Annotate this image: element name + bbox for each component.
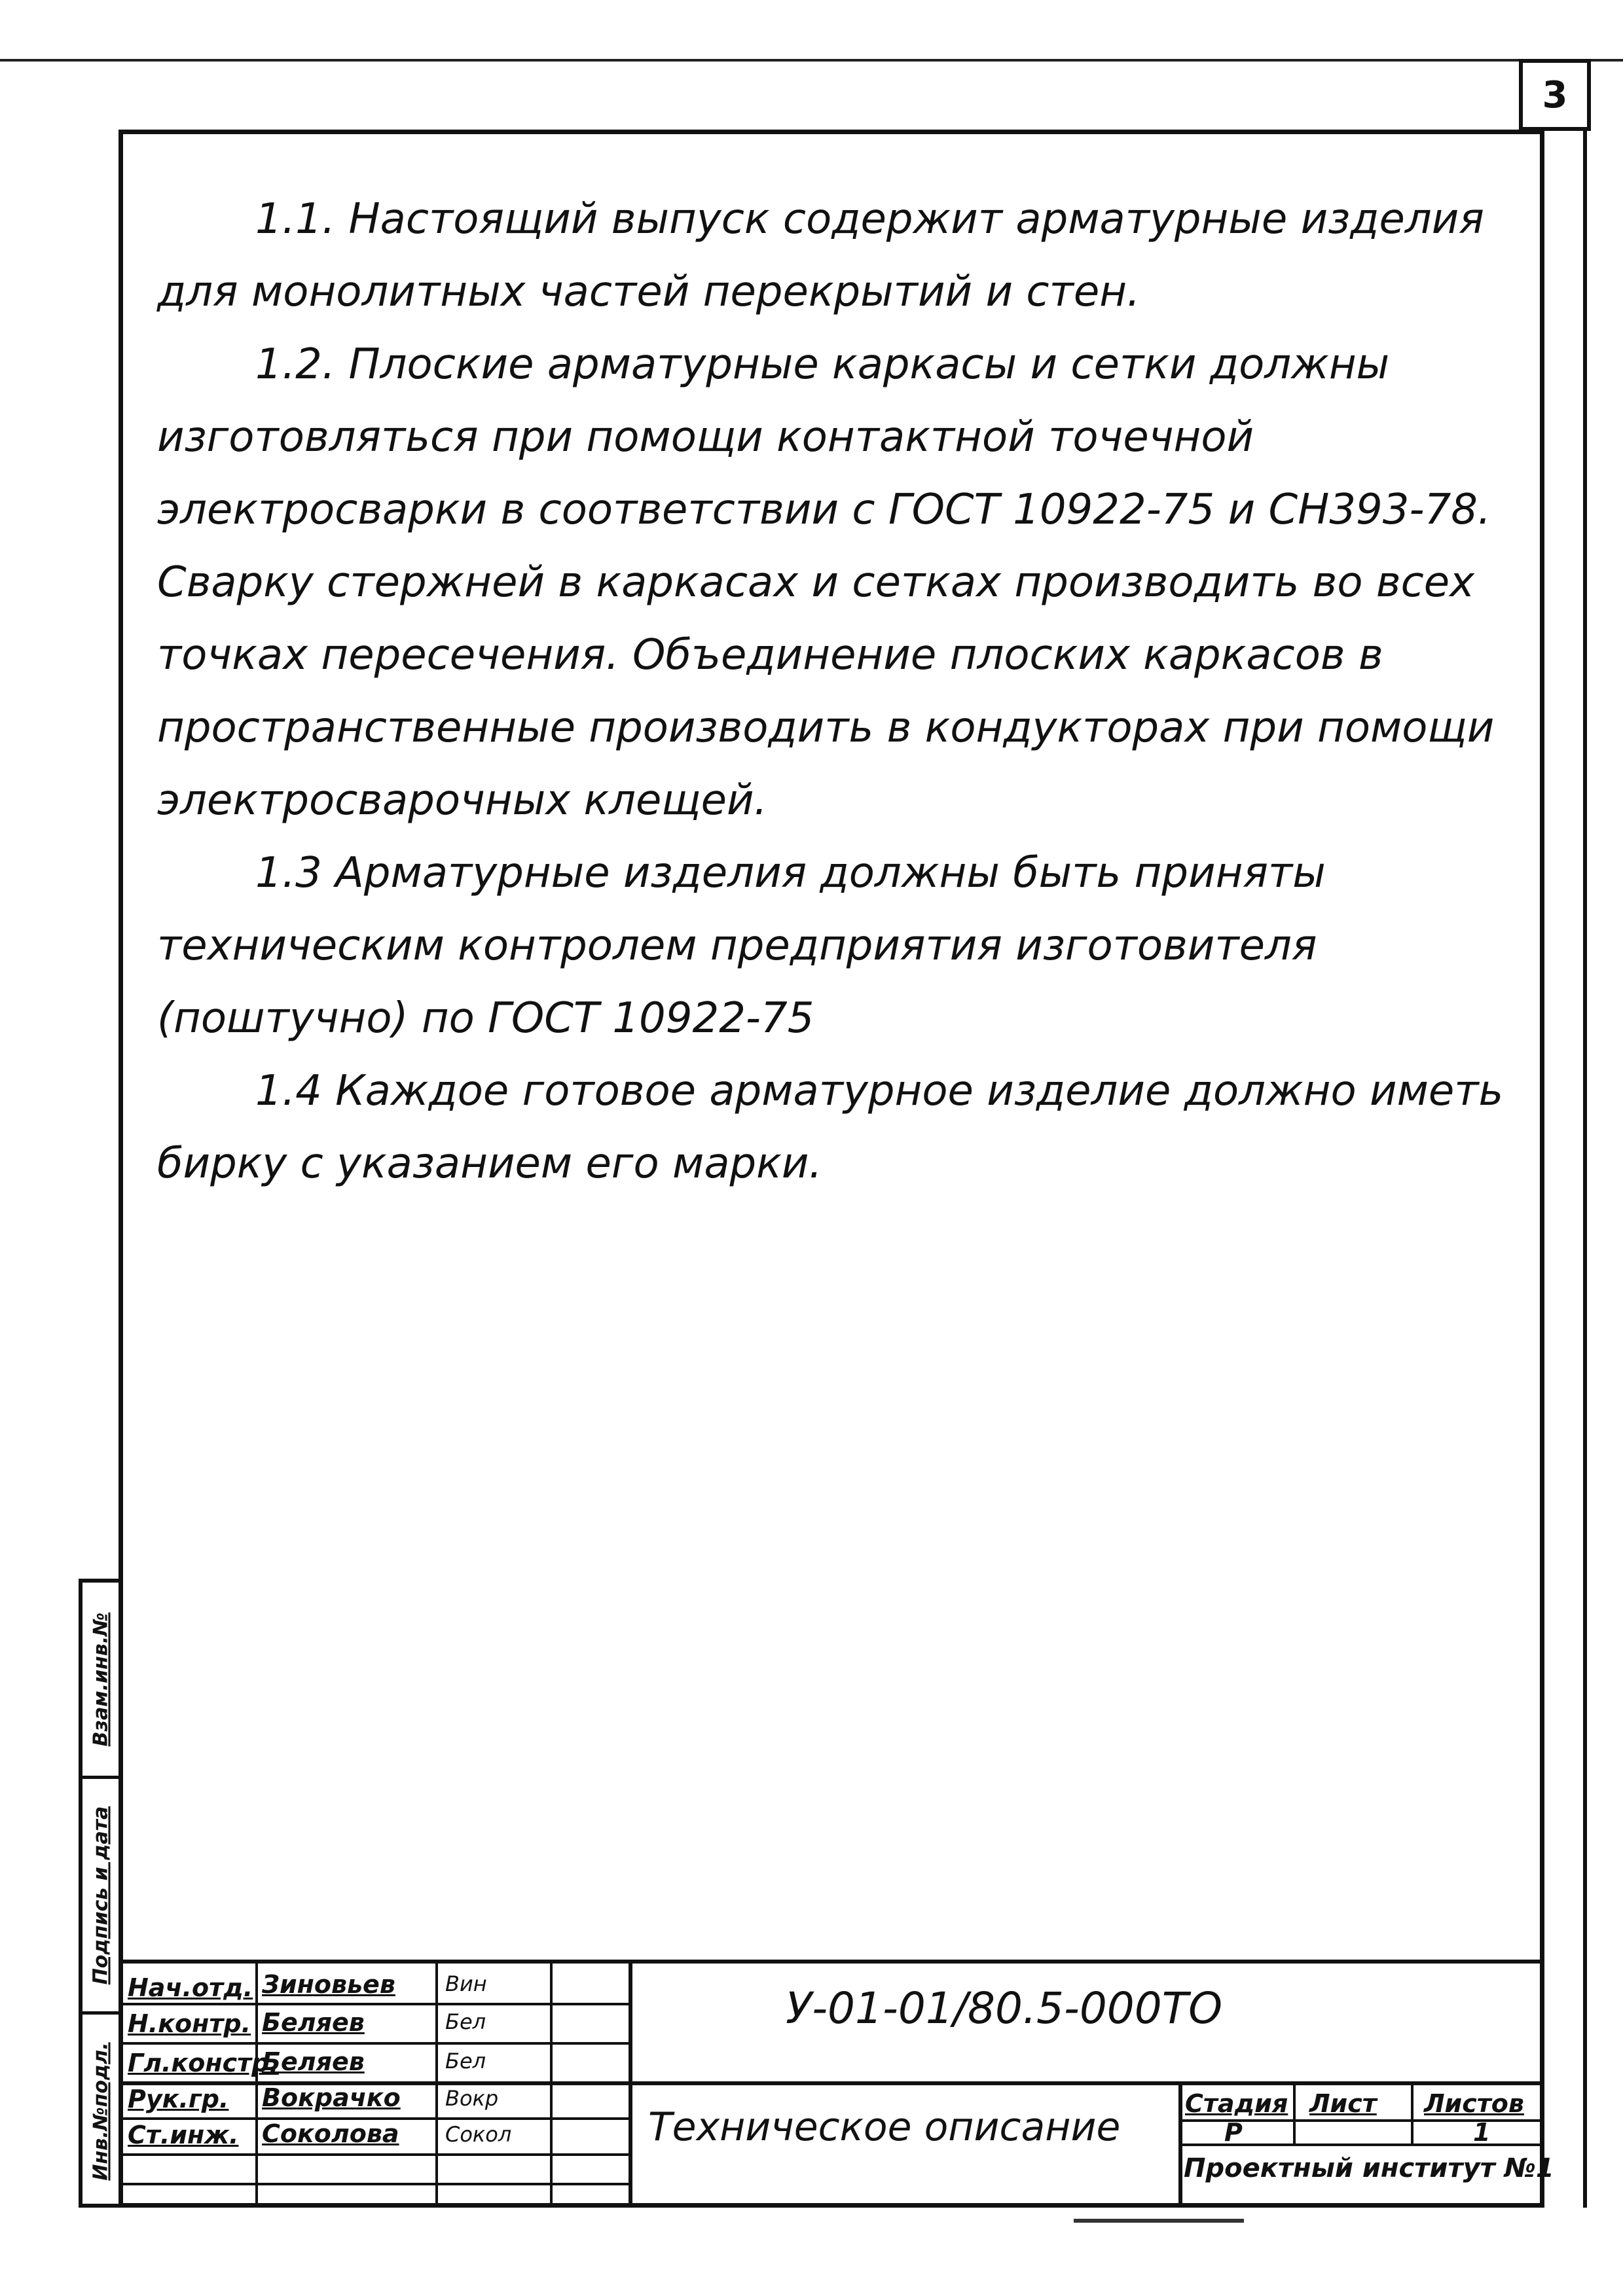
grid-line: [1293, 2081, 1296, 2144]
name-group-lead: Вокрачко: [262, 2083, 401, 2112]
sheets-value: 1: [1473, 2118, 1491, 2147]
frame-outer-right-line: [1583, 130, 1587, 2208]
role-group-lead: Рук.гр.: [128, 2085, 229, 2113]
grid-line: [550, 1960, 553, 2208]
document-title: Техническое описание: [648, 2104, 1121, 2150]
side-strip: [79, 1579, 119, 2208]
role-chief-designer: Гл.констр.: [128, 2049, 279, 2077]
bottom-mark: [1074, 2219, 1244, 2223]
paragraph-1-4: 1.4 Каждое готовое арматурное изделие должно иметь бирку с указанием его марки.: [157, 1067, 1504, 1188]
sign-group-lead: Вокр: [445, 2086, 499, 2111]
institute-name: Проектный институт №1: [1184, 2153, 1554, 2183]
sheet-header: Лист: [1309, 2089, 1377, 2118]
side-cell-sign-date: [82, 1779, 119, 2015]
name-norm-control: Беляев: [262, 2008, 365, 2037]
sign-senior-engineer: Сокол: [445, 2122, 512, 2147]
stage-value: Р: [1224, 2118, 1243, 2147]
stage-header: Стадия: [1185, 2089, 1288, 2118]
sign-chief-designer: Бел: [445, 2049, 486, 2073]
grid-line: [1411, 2081, 1413, 2144]
top-border-line: [0, 59, 1623, 62]
grid-line: [435, 1960, 438, 2208]
side-label-replace-inv: Взам.инв.№: [89, 1612, 112, 1746]
sheets-header: Листов: [1424, 2089, 1524, 2118]
sheet-number: 3: [1519, 59, 1591, 131]
side-cell-inv-original: [82, 2015, 119, 2208]
role-senior-engineer: Ст.инж.: [128, 2121, 239, 2149]
side-label-inv-original: Инв.№подл.: [89, 2041, 112, 2181]
name-senior-engineer: Соколова: [262, 2119, 399, 2148]
paragraph-1-1: 1.1. Настоящий выпуск содержит арматурные изделия для монолитных частей перекрытий и стен.: [157, 195, 1484, 316]
grid-line: [255, 1960, 258, 2208]
side-label-sign-date: Подпись и дата: [89, 1806, 112, 1984]
name-chief-designer: Беляев: [262, 2047, 365, 2076]
document-code: У-01-01/80.5-000ТО: [786, 1983, 1223, 2034]
role-norm-control: Н.контр.: [128, 2009, 251, 2038]
description-text: [157, 183, 1512, 1200]
side-cell-replace-inv: [82, 1583, 119, 1779]
paragraph-1-2: 1.2. Плоские арматурные каркасы и сетки должны изготовляться при помощи контактной точечной электросварки в соответствии с ГОСТ 10922-75 и СН393-78. Сварку стержней в каркасах и сетках производить во всех точках пересечения. Объединение плоских каркасов в пространственные производить в кондукторах при помощи электросварочных клещей.: [157, 340, 1495, 825]
role-head-dept: Нач.отд.: [128, 1973, 253, 2002]
sign-norm-control: Бел: [445, 2009, 486, 2034]
grid-line: [629, 1960, 632, 2208]
sign-head-dept: Вин: [445, 1971, 487, 1996]
paragraph-1-3: 1.3 Арматурные изделия должны быть приняты техническим контролем предприятия изготовителя (поштучно) по ГОСТ 10922-75: [157, 849, 1326, 1043]
name-head-dept: Зиновьев: [262, 1970, 395, 1999]
